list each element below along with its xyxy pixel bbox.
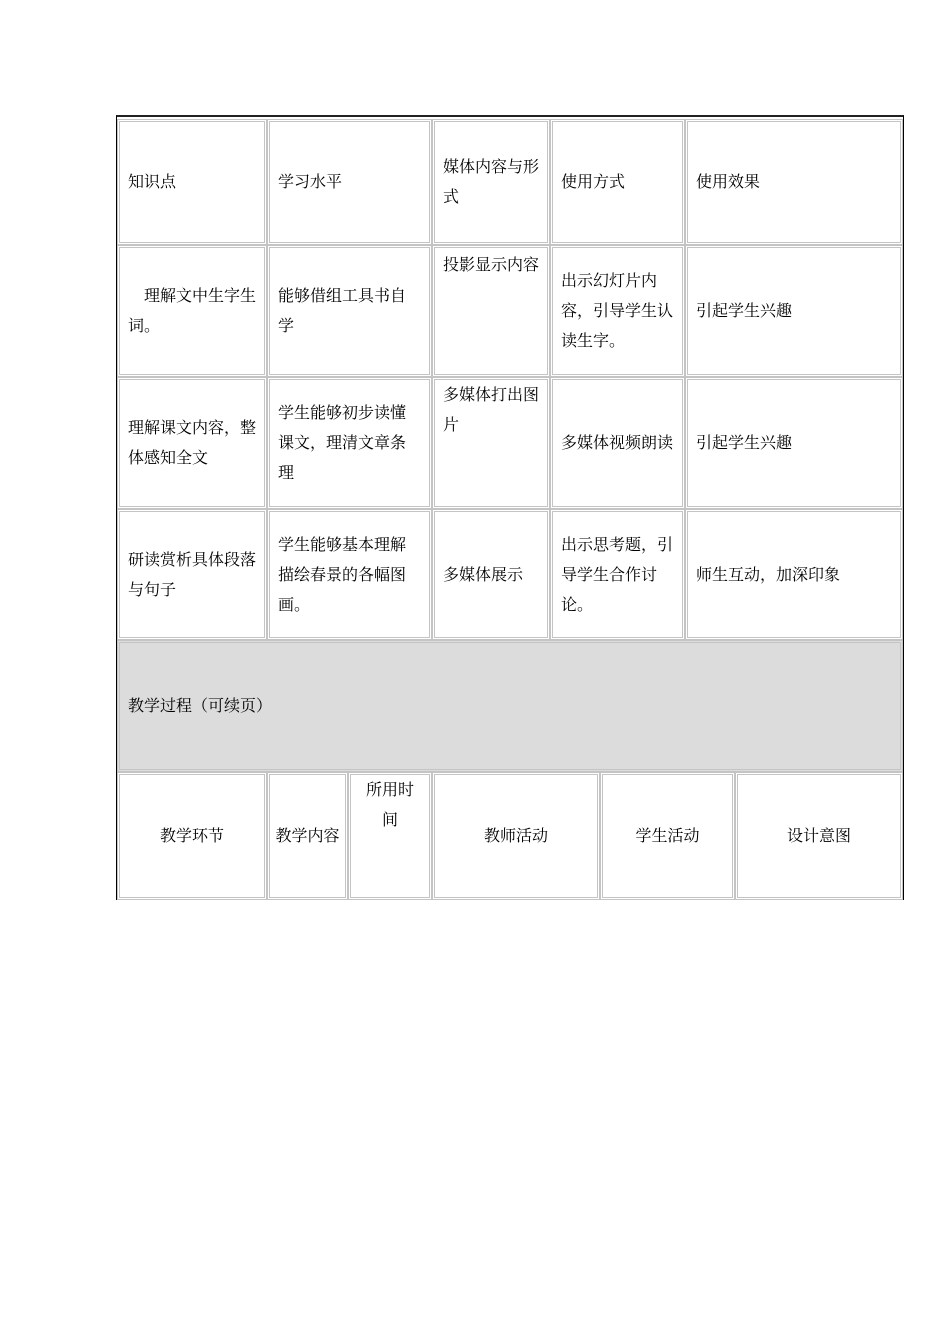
cell-text: 多媒体展示 [443, 564, 524, 584]
header-cell-level [267, 119, 432, 245]
header-text: 使用方式 [561, 172, 626, 191]
header-cell-intent [735, 772, 903, 900]
cell-text: 学生能够初步读懂课文，理清文章条理 [278, 403, 407, 482]
header-cell-time [348, 772, 432, 900]
header-text: 学生活动 [635, 826, 700, 845]
table-cell [550, 509, 685, 640]
header-cell-media [432, 119, 550, 245]
lesson-plan-table [116, 115, 904, 900]
section-title [117, 640, 903, 772]
cell-text: 出示幻灯片内容，引导学生认读生字。 [561, 271, 674, 350]
table-cell [267, 509, 432, 640]
cell-text: 出示思考题，引导学生合作讨论。 [561, 534, 674, 614]
cell-text: 多媒体打出图片 [443, 385, 540, 434]
header-text: 学习水平 [278, 172, 343, 191]
cell-text: 学生能够基本理解描绘春景的各幅图画。 [278, 534, 407, 614]
table-cell [685, 377, 903, 509]
cell-text: 多媒体视频朗读 [561, 433, 674, 452]
table-cell [550, 245, 685, 377]
header-cell-effect [685, 119, 903, 245]
cell-text: 师生互动，加深印象 [696, 564, 841, 584]
header-cell-teacher [432, 772, 600, 900]
cell-text: 能够借组工具书自学 [278, 286, 407, 335]
cell-text: 引起学生兴趣 [696, 433, 793, 452]
cell-text: 理解课文内容，整体感知全文 [128, 418, 257, 467]
header-text: 知识点 [128, 172, 177, 191]
header-text: 媒体内容与形式 [443, 157, 540, 206]
header-text: 教学环节 [159, 826, 224, 845]
header-text: 设计意图 [786, 826, 851, 845]
table-cell [117, 377, 267, 509]
section-title-text: 教学过程（可续页） [128, 696, 273, 715]
header-text: 所用时间 [365, 780, 414, 829]
header-cell-knowledge [117, 119, 267, 245]
cell-text: 研读赏析具体段落与句子 [128, 549, 257, 599]
header-text: 教师活动 [483, 826, 548, 845]
table-cell [685, 245, 903, 377]
cell-text: 引起学生兴趣 [696, 301, 793, 320]
table-cell [432, 509, 550, 640]
header-text: 使用效果 [696, 172, 761, 191]
header-cell-student [600, 772, 735, 900]
table-cell [685, 509, 903, 640]
header-cell-content [267, 772, 348, 900]
table-cell [117, 509, 267, 640]
cell-text: 投影显示内容 [443, 255, 540, 274]
table-cell [267, 245, 432, 377]
table-cell [432, 377, 550, 509]
table-cell [117, 245, 267, 377]
header-text: 教学内容 [275, 826, 340, 845]
table-cell [267, 377, 432, 509]
header-cell-usage [550, 119, 685, 245]
table-cell [550, 377, 685, 509]
cell-text: 理解文中生字生词。 [128, 286, 257, 335]
table-cell [432, 245, 550, 377]
header-cell-stage [117, 772, 267, 900]
